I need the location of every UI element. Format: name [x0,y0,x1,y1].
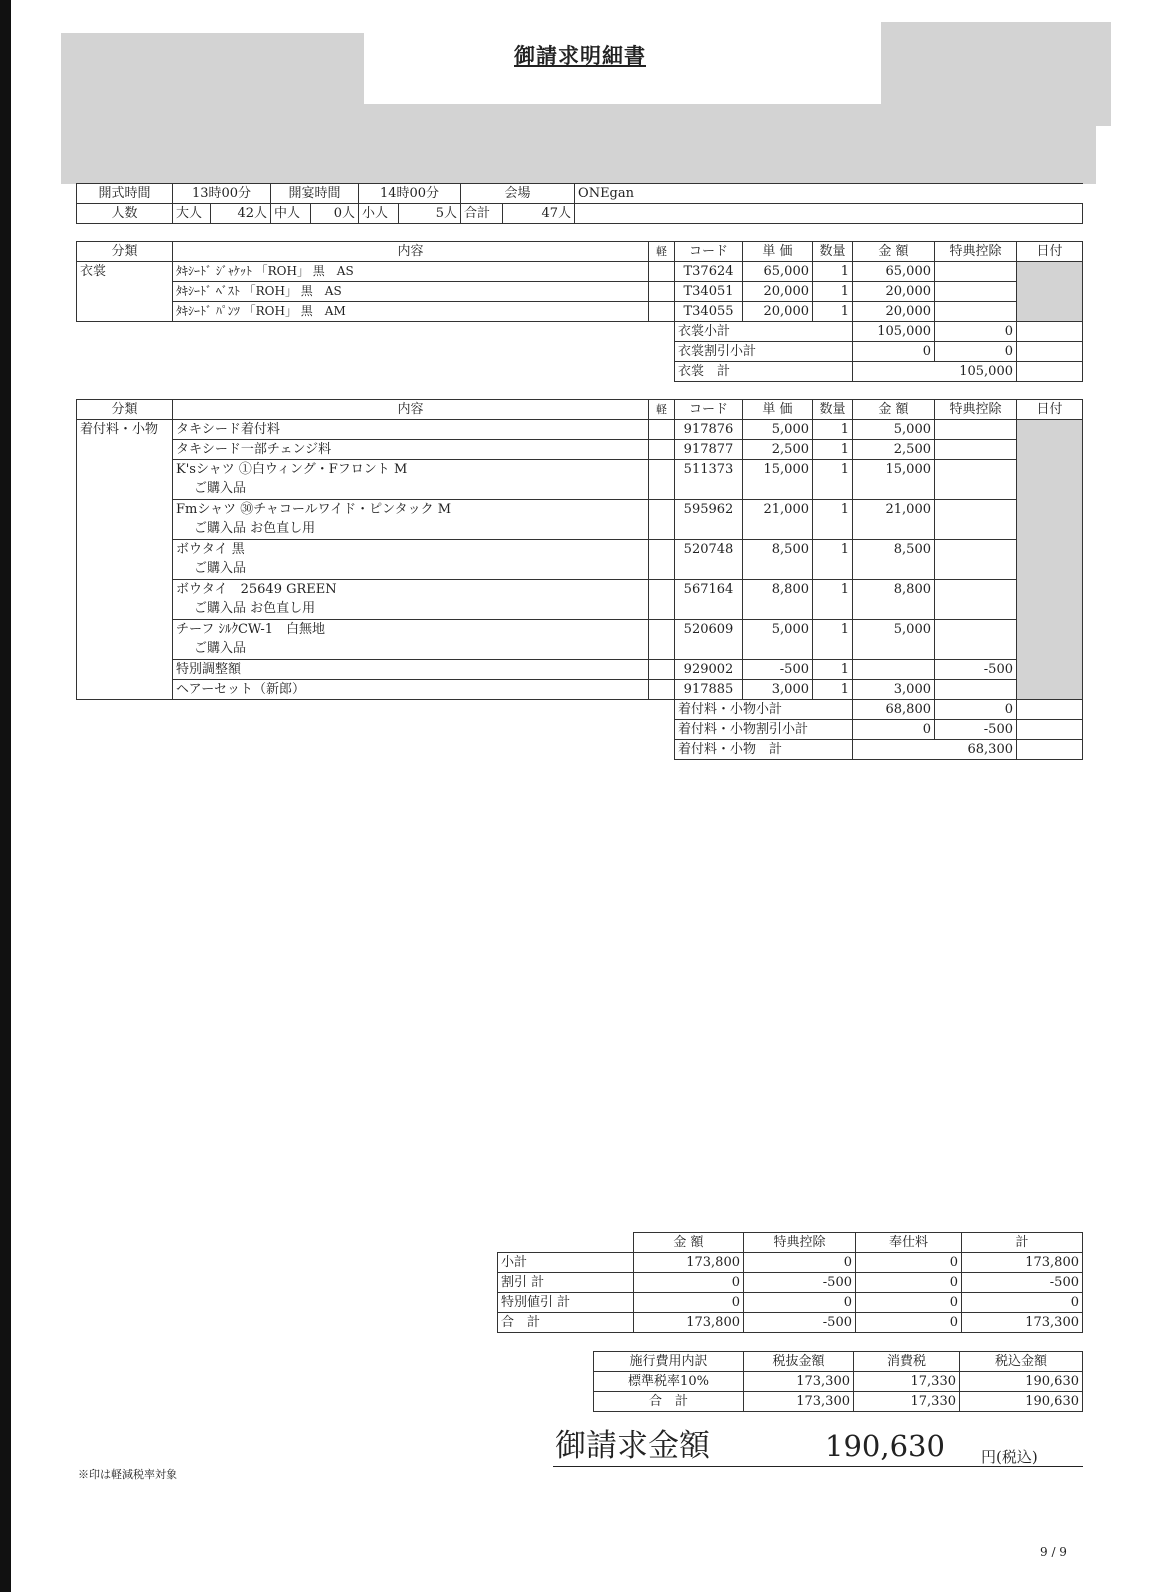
item-amount [853,660,935,680]
table-row [77,680,1083,700]
item-qty: 1 [813,282,853,302]
costume-subtotal-discount: 0 [935,322,1017,342]
tax-header-pretax: 税抜金額 [744,1352,854,1372]
item-code: 929002 [675,660,743,680]
tax-value: 190,630 [960,1392,1083,1412]
item-price: 3,000 [743,680,813,700]
summary-value: 0 [634,1293,744,1313]
header-date: 日付 [1017,242,1083,262]
item-qty: 1 [813,500,853,540]
reduced-mark [649,440,675,460]
summary-value: 173,300 [962,1313,1083,1333]
header-amount: 金 額 [853,400,935,420]
summary-value: -500 [962,1273,1083,1293]
item-qty: 1 [813,262,853,282]
summary-value: 173,800 [634,1313,744,1333]
summary-value: 0 [856,1313,962,1333]
item-price: 5,000 [743,620,813,660]
item-qty: 1 [813,302,853,322]
item-discount [935,680,1017,700]
tax-row-label: 合 計 [594,1392,744,1412]
item-name: タキシード一部チェンジ料 [176,442,332,457]
item-code: 520609 [675,620,743,660]
header-date: 日付 [1017,400,1083,420]
header-reduced: 軽 [649,242,675,262]
item-qty: 1 [813,680,853,700]
item-price: 65,000 [743,262,813,282]
tax-value: 190,630 [960,1372,1083,1392]
item-amount: 21,000 [853,500,935,540]
reduced-mark [649,460,675,500]
item-discount [935,440,1017,460]
header-qty: 数量 [813,242,853,262]
summary-value: 0 [962,1293,1083,1313]
dressing-total-label: 着付料・小物 計 [675,740,853,760]
total-people-count: 47人 [503,204,575,224]
table-row [498,1293,1083,1313]
tax-value: 173,300 [744,1372,854,1392]
summary-value: 173,800 [634,1253,744,1273]
grand-total-unit: 円(税込) [981,1448,1038,1466]
item-qty: 1 [813,440,853,460]
item-price: 8,800 [743,580,813,620]
table-row [77,440,1083,460]
table-row [77,302,1083,322]
dressing-disc-discount: -500 [935,720,1017,740]
summary-table [497,1232,1083,1333]
header-price: 単 価 [743,242,813,262]
item-code: T34055 [675,302,743,322]
reduced-mark [649,420,675,440]
redacted-block-wide [61,104,1096,184]
redacted-block-left [61,33,364,105]
item-note: ご購入品 [194,561,247,576]
item-amount: 2,500 [853,440,935,460]
item-qty: 1 [813,420,853,440]
reduced-mark [649,660,675,680]
table-row [498,1313,1083,1333]
dressing-category: 着付料・小物 [77,420,173,700]
dressing-total: 68,300 [853,740,1017,760]
reduced-mark [649,680,675,700]
costume-category: 衣裳 [77,262,173,322]
item-discount [935,420,1017,440]
summary-value: 0 [856,1253,962,1273]
item-discount [935,500,1017,540]
item-content [173,500,649,540]
page-title: 御請求明細書 [514,43,646,68]
item-note: ご購入品 [194,641,247,656]
redacted-date [1017,262,1083,322]
reduced-mark [649,620,675,660]
item-code: 511373 [675,460,743,500]
item-note: ご購入品 [194,481,247,496]
item-content: ﾀｷｼｰﾄﾞ ｼﾞｬｹｯﾄ 「ROH」 黒 AS [173,262,649,282]
dressing-disc-label: 着付料・小物割引小計 [675,720,853,740]
item-content [173,540,649,580]
summary-value: 0 [856,1273,962,1293]
costume-disc-amount: 0 [853,342,935,362]
summary-row-label: 特別値引 計 [498,1293,634,1313]
middle-count: 0人 [311,204,359,224]
header-reduced: 軽 [649,400,675,420]
item-code: 917877 [675,440,743,460]
page-number: 9 / 9 [1040,1545,1067,1559]
item-price: 8,500 [743,540,813,580]
tax-header-breakdown: 施行費用内訳 [594,1352,744,1372]
header-code: コード [675,242,743,262]
item-code: 595962 [675,500,743,540]
item-content: ﾀｷｼｰﾄﾞ ﾊﾟﾝﾂ 「ROH」 黒 AM [173,302,649,322]
dressing-subtotal-amount: 68,800 [853,700,935,720]
item-code: 520748 [675,540,743,580]
table-row [594,1392,1083,1412]
header-qty: 数量 [813,400,853,420]
item-amount: 3,000 [853,680,935,700]
header-content: 内容 [173,400,649,420]
table-row [77,282,1083,302]
summary-value: -500 [744,1313,856,1333]
summary-value: 0 [744,1293,856,1313]
header-discount: 特典控除 [935,242,1017,262]
summary-row-label: 割引 計 [498,1273,634,1293]
tax-header-incl: 税込金額 [960,1352,1083,1372]
reduced-mark [649,540,675,580]
grand-total-label: 御請求金額 [555,1428,710,1464]
item-price: 20,000 [743,282,813,302]
table-row [77,660,1083,680]
item-content [173,580,649,620]
costume-disc-label: 衣裳割引小計 [675,342,853,362]
header-category: 分類 [77,400,173,420]
item-content [173,460,649,500]
item-qty: 1 [813,580,853,620]
item-price: 2,500 [743,440,813,460]
ceremony-label: 開式時間 [77,184,173,204]
dressing-disc-amount: 0 [853,720,935,740]
child-count: 5人 [399,204,461,224]
item-content: ﾀｷｼｰﾄﾞ ﾍﾞｽﾄ 「ROH」 黒 AS [173,282,649,302]
redacted-date [1017,420,1083,700]
reduced-mark [649,500,675,540]
summary-value: 173,800 [962,1253,1083,1273]
item-price: 21,000 [743,500,813,540]
dressing-subtotal-label: 着付料・小物小計 [675,700,853,720]
item-price: 20,000 [743,302,813,322]
grand-total [553,1428,1083,1467]
header-code: コード [675,400,743,420]
item-discount [935,540,1017,580]
venue-label: 会場 [461,184,575,204]
people-label: 人数 [77,204,173,224]
item-code: 917885 [675,680,743,700]
costume-subtotal-label: 衣裳小計 [675,322,853,342]
item-name: 特別調整額 [176,662,242,677]
summary-value: 0 [856,1293,962,1313]
item-code: 917876 [675,420,743,440]
banquet-time: 14時00分 [359,184,461,204]
item-discount [935,460,1017,500]
footnote: ※印は軽減税率対象 [78,1468,177,1481]
item-code: T37624 [675,262,743,282]
item-qty: 1 [813,540,853,580]
summary-value: 0 [634,1273,744,1293]
item-name: ボウタイ 25649 GREEN [176,582,337,597]
item-name: Fmシャツ ㉚チャコールワイド・ピンタック M [176,502,452,517]
tax-value: 17,330 [854,1392,960,1412]
header-category: 分類 [77,242,173,262]
child-label: 小人 [359,204,399,224]
tax-row-label: 標準税率10% [594,1372,744,1392]
summary-value: -500 [744,1273,856,1293]
venue-value: ONEgan [575,184,1083,204]
item-content [173,440,649,460]
table-row [77,262,1083,282]
tax-value: 173,300 [744,1392,854,1412]
summary-header-discount: 特典控除 [744,1233,856,1253]
costume-table [76,241,1083,382]
total-people-label: 合計 [461,204,503,224]
item-code: 567164 [675,580,743,620]
costume-subtotal-amount: 105,000 [853,322,935,342]
adult-count: 42人 [211,204,271,224]
item-name: ボウタイ 黒 [176,542,245,557]
item-amount: 20,000 [853,282,935,302]
item-code: T34051 [675,282,743,302]
item-discount [935,580,1017,620]
header-price: 単 価 [743,400,813,420]
item-name: タキシード着付料 [176,422,280,437]
costume-total-label: 衣裳 計 [675,362,853,382]
summary-row-label: 合 計 [498,1313,634,1333]
tax-value: 17,330 [854,1372,960,1392]
item-price: 5,000 [743,420,813,440]
item-amount: 5,000 [853,620,935,660]
table-row [498,1253,1083,1273]
page-edge [0,0,11,1592]
item-note: ご購入品 お色直し用 [194,601,316,616]
item-content [173,660,649,680]
item-amount: 8,500 [853,540,935,580]
tax-header-tax: 消費税 [854,1352,960,1372]
summary-header-service: 奉仕料 [856,1233,962,1253]
summary-row-label: 小計 [498,1253,634,1273]
dressing-subtotal-discount: 0 [935,700,1017,720]
table-row [498,1273,1083,1293]
ceremony-time: 13時00分 [173,184,271,204]
item-qty: 1 [813,460,853,500]
header-discount: 特典控除 [935,400,1017,420]
reduced-mark [649,580,675,620]
item-content [173,620,649,660]
summary-value: 0 [744,1253,856,1273]
item-amount: 15,000 [853,460,935,500]
summary-header-amount: 金 額 [634,1233,744,1253]
header-content: 内容 [173,242,649,262]
item-discount [935,620,1017,660]
item-qty: 1 [813,620,853,660]
item-name: ヘアーセット（新郎） [176,682,305,697]
table-row [77,420,1083,440]
event-info-table [76,183,1083,224]
item-amount: 65,000 [853,262,935,282]
item-note: ご購入品 お色直し用 [194,521,316,536]
item-content [173,680,649,700]
banquet-label: 開宴時間 [271,184,359,204]
item-price: -500 [743,660,813,680]
item-content [173,420,649,440]
item-name: チーフ ｼﾙｸCW-1 白無地 [176,622,326,637]
costume-total: 105,000 [853,362,1017,382]
item-amount: 5,000 [853,420,935,440]
header-amount: 金 額 [853,242,935,262]
item-amount: 20,000 [853,302,935,322]
item-qty: 1 [813,660,853,680]
middle-label: 中人 [271,204,311,224]
grand-total-amount: 190,630 [825,1429,945,1463]
item-name: K'sシャツ ①白ウィング・Fフロント M [176,462,408,477]
adult-label: 大人 [173,204,211,224]
table-row [594,1372,1083,1392]
item-price: 15,000 [743,460,813,500]
dressing-table [76,399,1083,760]
summary-header-total: 計 [962,1233,1083,1253]
item-amount: 8,800 [853,580,935,620]
item-discount: -500 [935,660,1017,680]
costume-disc-discount: 0 [935,342,1017,362]
tax-table [593,1351,1083,1412]
